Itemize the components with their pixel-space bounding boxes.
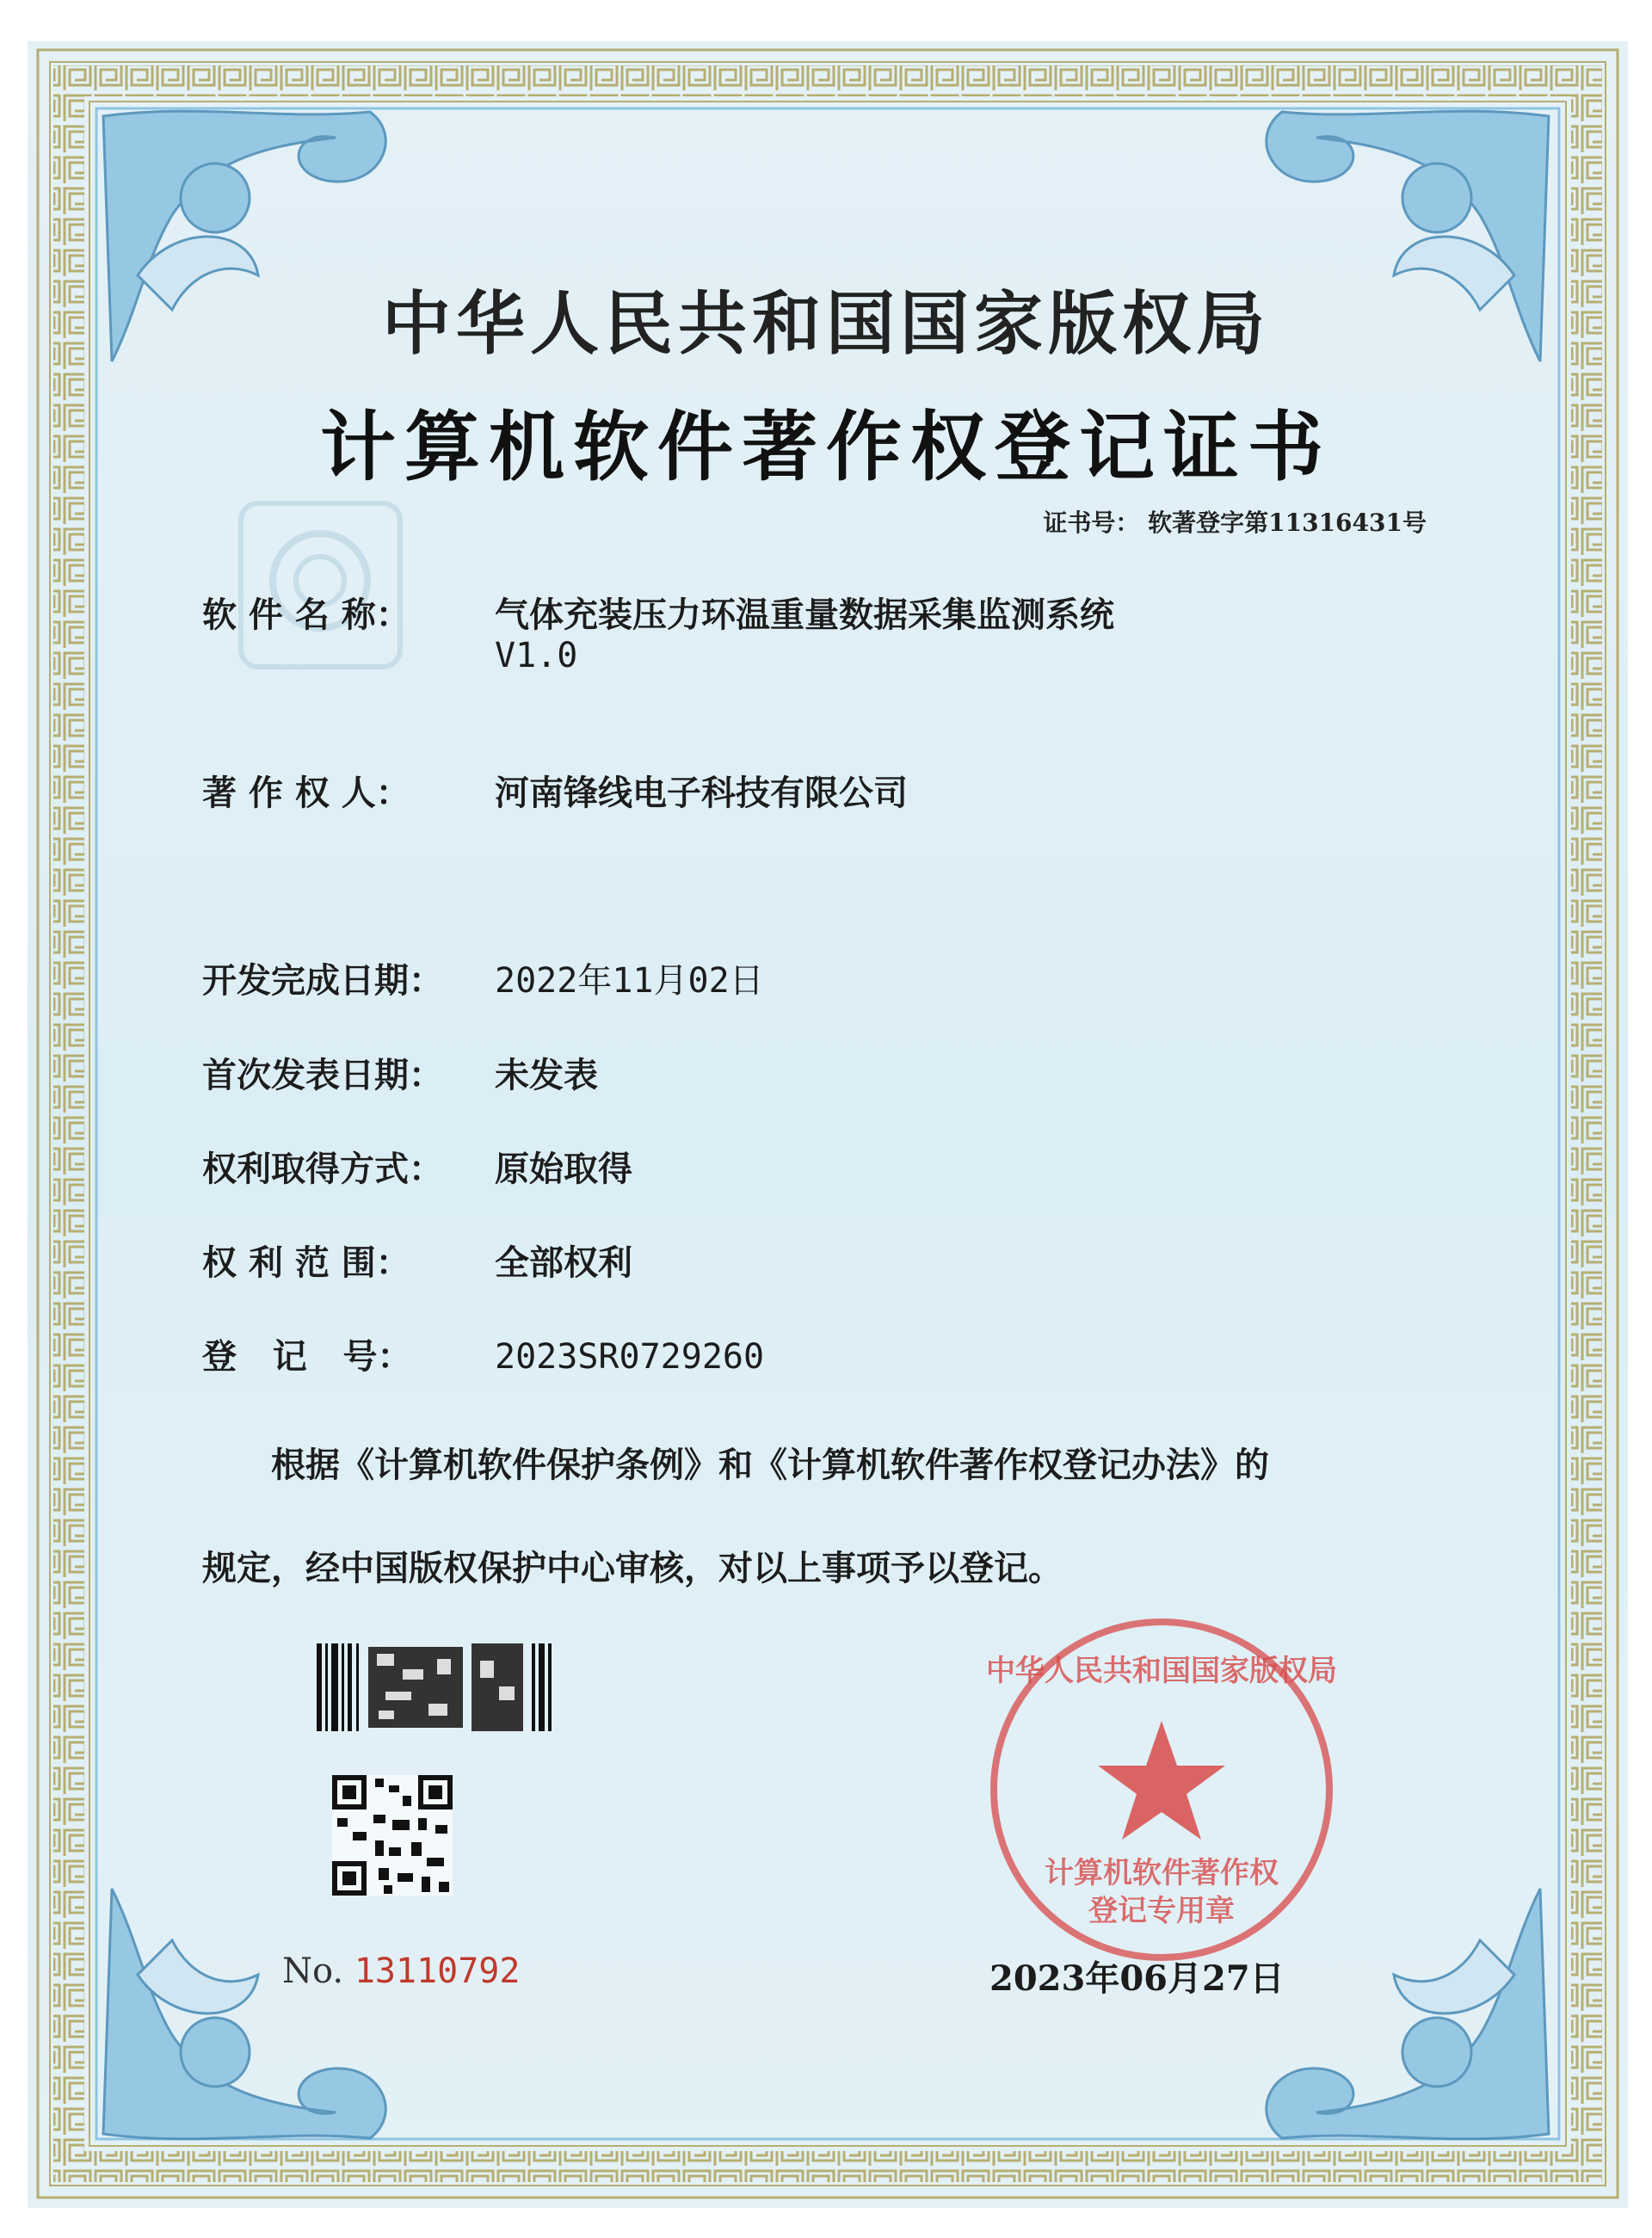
issue-date: 2023年06月27日 xyxy=(989,1958,1285,1999)
statement-line-1: 根据《计算机软件保护条例》和《计算机软件著作权登记办法》的 xyxy=(271,1445,1269,1485)
statement-line-2: 规定，经中国版权保护中心审核，对以上事项予以登记。 xyxy=(202,1548,1063,1588)
field-first-publish-date xyxy=(202,1048,598,1097)
field-label: 权 利 范 围： xyxy=(202,1242,410,1283)
field-label: 登 记 号： xyxy=(202,1336,412,1377)
seal-ring-text: 中华人民共和国国家版权局 xyxy=(986,1654,1337,1688)
field-value: 全部权利 xyxy=(495,1242,632,1283)
serial-number xyxy=(282,1951,520,1991)
certificate-title: 计算机软件著作权登记证书 xyxy=(319,402,1332,491)
field-value: 2022年11月02日 xyxy=(495,961,764,1001)
certificate-number-label: 证书号： xyxy=(1043,509,1140,537)
certificate-number-value: 软著登字第11316431号 xyxy=(1148,509,1427,537)
field-label: 著 作 权 人： xyxy=(202,773,410,813)
certificate-number xyxy=(1043,504,1427,539)
qr-code xyxy=(332,1775,453,1896)
seal-line-2: 登记专用章 xyxy=(1088,1894,1235,1928)
field-value: 未发表 xyxy=(495,1055,598,1095)
field-value: 河南锋线电子科技有限公司 xyxy=(495,773,908,813)
field-label: 软 件 名 称： xyxy=(202,595,410,635)
watermark-emblem xyxy=(237,499,404,671)
barcode xyxy=(317,1643,553,1731)
serial-label: No. xyxy=(282,1951,344,1991)
field-software-name xyxy=(202,588,1114,637)
serial-value: 13110792 xyxy=(354,1951,521,1991)
field-completion-date xyxy=(202,953,764,1002)
field-software-version xyxy=(495,635,577,675)
field-value: 原始取得 xyxy=(495,1149,632,1189)
field-acquisition-method xyxy=(202,1142,632,1191)
field-label: 开发完成日期： xyxy=(202,960,443,1001)
field-label: 首次发表日期： xyxy=(202,1055,443,1095)
field-value: 气体充装压力环温重量数据采集监测系统 xyxy=(495,595,1114,635)
seal-line-1: 计算机软件著作权 xyxy=(1045,1856,1279,1890)
field-copyright-owner xyxy=(202,766,908,815)
official-seal xyxy=(981,1609,1342,1970)
authority-title: 中华人民共和国国家版权局 xyxy=(382,283,1270,364)
field-value: V1.0 xyxy=(495,636,578,675)
field-registration-number xyxy=(202,1329,764,1378)
field-rights-scope xyxy=(202,1236,632,1285)
field-label: 权利取得方式： xyxy=(202,1149,443,1189)
field-value: 2023SR0729260 xyxy=(495,1337,765,1377)
corner-ornament-bottom-left xyxy=(103,1889,385,2139)
